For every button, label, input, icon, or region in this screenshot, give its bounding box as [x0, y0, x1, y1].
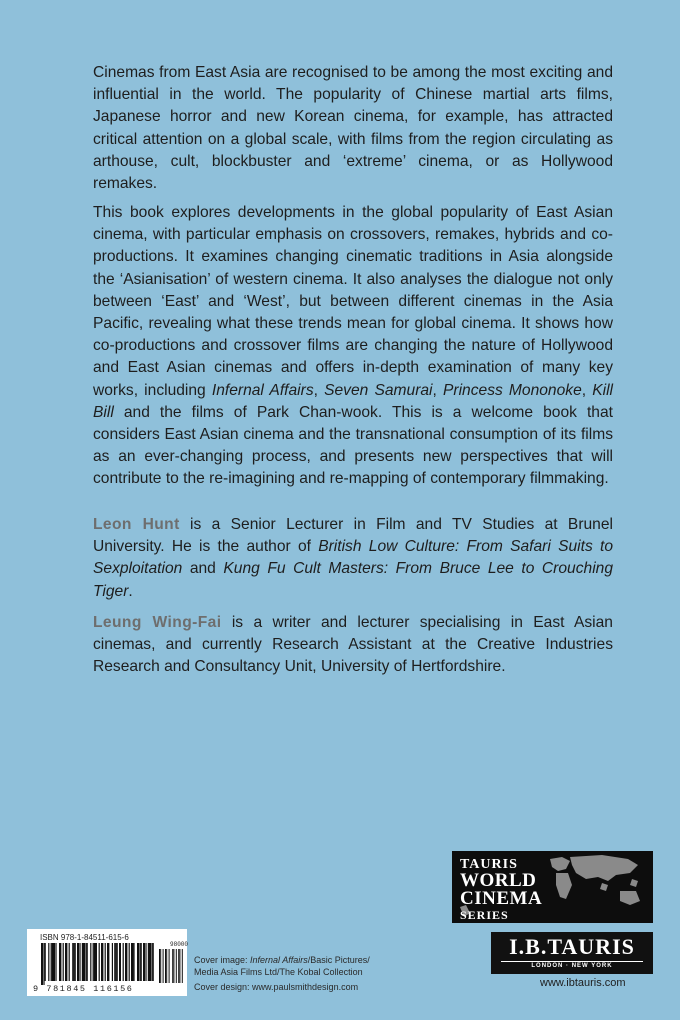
barcode-bar: [149, 943, 151, 981]
barcode-bar: [119, 943, 121, 981]
publisher-logo: [491, 932, 653, 974]
barcode-addon-bar: [178, 949, 179, 983]
barcode-bar: [87, 943, 88, 981]
film-title-kill-bill: Kill Bill: [93, 381, 614, 421]
barcode-addon-bar: [160, 949, 161, 983]
separator: ,: [432, 381, 443, 399]
barcode-addon-bar: [172, 949, 173, 983]
barcode-bar: [48, 943, 49, 981]
author-bio-leung-wing-fai: [93, 612, 613, 679]
barcode-bar: [105, 943, 106, 981]
barcode-bar: [55, 943, 56, 981]
publisher-cities: LONDON · NEW YORK: [531, 963, 613, 969]
barcode-bar: [45, 943, 46, 981]
bio-part: is a writer and lecturer specialising in East Asian cinemas, and currently Research Assistant at the Creative Industries Research and Consultancy Unit, University of Hertfordshire.: [93, 614, 613, 676]
barcode-bar: [72, 943, 73, 981]
series-logo: [452, 851, 653, 923]
desc2-part1: This book explores developments in the global popularity of East Asian cinema, with particular emphasis on crossovers, remakes, hybrids and co-productions. It examines changing cinematic traditions in Asia alongside the ‘Asianisation’ of western cinema. It also analyses the dialogue not only between ‘East’ and ‘West’, but between different cinemas in the Asia Pacific, revealing what these trends mean for global cinema. It shows how co-productions and crossover films are changing the nature of Hollywood and East Asian cinemas and offers in-depth examination of many key works, including: [93, 204, 613, 399]
barcode-bar: [60, 943, 61, 981]
barcode-bar: [126, 943, 127, 981]
barcode-addon-digits: 98000: [170, 941, 189, 948]
barcode-bar: [151, 943, 152, 981]
barcode-bar: [93, 943, 94, 981]
author-name: Leon Hunt: [93, 516, 180, 533]
separator: ,: [581, 381, 593, 399]
barcode-bar: [102, 943, 103, 981]
barcode-bar: [94, 943, 95, 981]
series-line-3: CINEMA: [460, 888, 543, 909]
isbn-label: ISBN 978-1-84511-615-6: [40, 933, 129, 942]
barcode-bar: [90, 943, 91, 981]
barcode-bar: [85, 943, 86, 981]
separator: ,: [313, 381, 325, 399]
barcode-bar: [83, 943, 85, 981]
book-title: British Low Culture: From Safari Suits to Sexploitation: [93, 538, 613, 578]
barcode-addon-bar: [166, 949, 167, 983]
barcode-addon-bar: [173, 949, 174, 983]
bio-part: .: [128, 582, 133, 600]
film-title-princess-mononoke: Princess Mononoke: [443, 381, 582, 399]
barcode-bar: [43, 943, 44, 985]
barcode-bar: [52, 943, 53, 981]
barcode-bar: [112, 943, 113, 981]
author-name: Leung Wing-Fai: [93, 614, 222, 631]
description-text-2: [93, 202, 613, 491]
barcode-addon-bar: [179, 949, 180, 983]
credit-label: Cover image:: [194, 955, 251, 965]
barcode-bar: [75, 943, 76, 981]
barcode-bar: [79, 943, 80, 981]
publisher-name: I.B.TAURIS: [509, 934, 635, 959]
barcode-bar: [143, 943, 145, 981]
barcode-addon-bar: [182, 949, 183, 983]
bio-part: is a Senior Lecturer in Film and TV Studies at Brunel University. He is the author of: [93, 516, 613, 556]
description-paragraph-1: [93, 62, 613, 195]
barcode-addon-bar: [159, 949, 160, 983]
bio-part: and: [182, 560, 224, 578]
credit-film: Infernal Affairs: [250, 955, 308, 965]
barcode-bar: [145, 943, 146, 981]
barcode-addon-bar: [176, 949, 177, 983]
barcode-digits: 9 781845 116156: [33, 984, 134, 994]
barcode-bar: [95, 943, 97, 981]
credit-rest: /Basic Pictures/: [307, 955, 370, 965]
barcode: [27, 929, 187, 996]
barcode-bar: [123, 943, 124, 981]
publisher-url: www.ibtauris.com: [540, 977, 626, 989]
barcode-bar: [99, 943, 100, 981]
book-title: Kung Fu Cult Masters: From Bruce Lee to Crouching Tiger: [93, 560, 613, 600]
cover-design-credit: Cover design: www.paulsmithdesign.com: [194, 982, 359, 992]
cover-credits: [194, 955, 370, 994]
barcode-bar: [137, 943, 139, 981]
film-title-infernal-affairs: Infernal Affairs: [211, 381, 314, 399]
barcode-addon-bar: [169, 949, 170, 983]
barcode-bar: [77, 943, 79, 981]
series-title: [460, 857, 542, 923]
film-title-seven-samurai: Seven Samurai: [324, 381, 433, 399]
cover-image-credit-line2: Media Asia Films Ltd/The Kobal Collection: [194, 966, 363, 977]
barcode-bar: [133, 943, 134, 981]
barcode-bar: [51, 943, 52, 981]
barcode-bar: [129, 943, 130, 981]
barcode-bar: [108, 943, 109, 981]
barcode-bar: [148, 943, 149, 981]
barcode-bar: [53, 943, 55, 981]
publisher-divider: [501, 961, 643, 962]
barcode-bar: [141, 943, 142, 981]
desc2-part2: and the films of Park Chan-wook. This is a welcome book that considers East Asian cinema and the transnational consumption of its films as an ever-changing process, and presents new perspectives that will contribute to the re-imagining and re-mapping of contemporary filmmaking.: [93, 403, 613, 488]
barcode-addon-bar: [163, 949, 164, 983]
barcode-bar: [117, 943, 118, 981]
barcode-bar: [69, 943, 70, 981]
series-line-4: SERIES: [460, 908, 509, 922]
description-paragraph-2: [93, 202, 613, 491]
bio-text-2: [93, 612, 613, 679]
bio-text-1: [93, 514, 613, 603]
barcode-bar: [153, 943, 154, 981]
barcode-addon-bar: [165, 949, 166, 983]
barcode-bar: [66, 943, 67, 981]
author-bio-leon-hunt: [93, 514, 613, 603]
barcode-bar: [73, 943, 74, 981]
barcode-bar: [63, 943, 64, 981]
cover-image-credit: [194, 955, 370, 967]
series-line-1: TAURIS: [460, 857, 518, 872]
barcode-bar: [139, 943, 140, 981]
barcode-bar: [41, 943, 43, 985]
barcode-bar: [114, 943, 115, 981]
barcode-bar: [82, 943, 83, 981]
barcode-bar: [132, 943, 133, 981]
description-text-1: Cinemas from East Asia are recognised to be among the most exciting and influential in the world. The popularity of Chinese martial arts films, Japanese horror and new Korean cinema, for example, has attracted critical attention on a global scale, with films from the region circulating as arthouse, cult, blockbuster and ‘extreme’ cinema, or as Hollywood remakes.: [93, 64, 613, 193]
barcode-bar: [115, 943, 116, 981]
series-line-2: WORLD: [460, 870, 537, 891]
